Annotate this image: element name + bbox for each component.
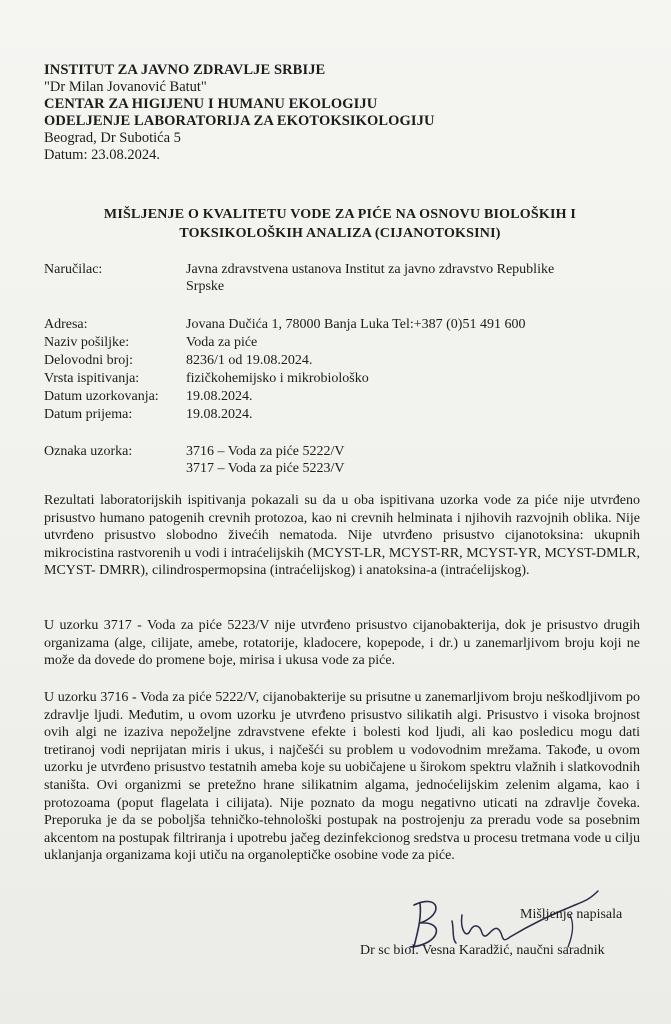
registry-number-value: 8236/1 od 19.08.2024. bbox=[186, 353, 313, 368]
sampling-date-label: Datum uzorkovanja: bbox=[44, 389, 159, 404]
signature-label: Mišljenje napisala bbox=[520, 907, 623, 922]
institute-name: INSTITUT ZA JAVNO ZDRAVLJE SRBIJE bbox=[44, 62, 326, 78]
signatory-name: Dr sc biol. Vesna Karadžić, naučni saradnik bbox=[360, 943, 605, 958]
document-title bbox=[70, 205, 610, 243]
receipt-date-label: Datum prijema: bbox=[44, 407, 133, 422]
paragraph-general-results: Rezultati laboratorijskih ispitivanja pokazali su da u oba ispitivana uzorka vode za piće nije utvrđeno prisustvo humano patogenih crevnih protozoa, kao ni crevnih helminata i njihovih razvojnih oblika. Nije utvrđeno prisustvo slobodno živećih nematoda. Nije utvrđeno prisustvo cijanotoksina: ukupnih mikrocistina rastvorenih u vodi i intraćelijskih (MCYST-LR, MCYST-RR, MCYST-YR, MCYST-DMLR, MCYST- DMRR), cilindrospermopsina (intraćelijskog) i anatoksina-a (intraćelijskog). bbox=[44, 493, 640, 579]
shipment-name-label: Naziv pošiljke: bbox=[44, 335, 130, 350]
document-date: Datum: 23.08.2024. bbox=[44, 147, 160, 163]
sample-id-value-2: 3717 – Voda za piće 5223/V bbox=[186, 461, 345, 476]
institution-header bbox=[44, 62, 435, 164]
receipt-date-value: 19.08.2024. bbox=[186, 407, 253, 422]
department-name: ODELJENJE LABORATORIJA ZA EKOTOKSIKOLOGIJU bbox=[44, 113, 435, 129]
test-type-label: Vrsta ispitivanja: bbox=[44, 371, 140, 386]
shipment-name-value: Voda za piće bbox=[186, 335, 258, 350]
test-type-value: fizičkohemijsko i mikrobiološko bbox=[186, 371, 369, 386]
institute-address: Beograd, Dr Subotića 5 bbox=[44, 130, 181, 146]
paragraph-sample-3717: U uzorku 3717 - Voda za piće 5223/V nije utvrđeno prisustvo cijanobakterija, dok je prisustvo drugih organizama (alge, cilijate, amebe, rotatorije, kladocere, kopepode, i dr.) u zanemarljivom broju koji ne može da dovede do promene boje, mirisa i ukusa vode za piće. bbox=[44, 618, 640, 669]
client-value-line-2: Srpske bbox=[186, 279, 225, 294]
sample-id-value-1: 3716 – Voda za piće 5222/V bbox=[186, 444, 345, 459]
title-line-2: TOKSIKOLOŠKIH ANALIZA (CIJANOTOKSINI) bbox=[179, 226, 501, 241]
paragraph-sample-3716: U uzorku 3716 - Voda za piće 5222/V, cijanobakterije su prisutne u zanemarljivom broju neškodljivom po zdravlje ljudi. Međutim, u ovom uzorku je utvrđeno prisustvo silikatih algi. Prisustvo i visoka brojnost ovih algi ne izaziva nepoželjne zdravstvene efekte i bolesti kod ljudi, ali kao posledicu mogu dati tretiranoj vodi neprijatan miris i ukus, i najčešći su problem u vodovodnim mrežama. Takođe, u ovom uzorku je utvrđeno prisustvo testatnih ameba koje su uobičajene u širokom spektru vlažnih i slatkovodnih staništa. Ovi organizmi se pretežno hrane silikatnim algama, jednoćelijskim zelenim algama, kao i protozoama (poput flagelata i cilijata). Nije poznato da mogu negativno uticati na zdravlje čoveka. Preporuka je da se poboljša tehničko-tehnološki postupak na postrojenju za preradu vode sa posebnim akcentom na postupak filtriranja i upotrebu jačeg dezinfekcionog sredstva u procesu tretmana vode u cilju uklanjanja organizama koji utiču na organoleptičke osobine vode za piće. bbox=[44, 690, 640, 864]
sample-id-label: Oznaka uzorka: bbox=[44, 444, 133, 459]
title-line-1: MIŠLJENJE O KVALITETU VODE ZA PIĆE NA OSNOVU BIOLOŠKIH I bbox=[103, 207, 577, 222]
sampling-date-value: 19.08.2024. bbox=[186, 389, 253, 404]
client-value-line-1: Javna zdravstvena ustanova Institut za javno zdravstvo Republike bbox=[186, 262, 555, 277]
client-label: Naručilac: bbox=[44, 262, 103, 277]
address-label: Adresa: bbox=[44, 317, 88, 332]
address-value: Jovana Dučića 1, 78000 Banja Luka Tel:+387 (0)51 491 600 bbox=[186, 317, 526, 332]
center-name: CENTAR ZA HIGIJENU I HUMANU EKOLOGIJU bbox=[44, 96, 378, 112]
registry-number-label: Delovodni broj: bbox=[44, 353, 134, 368]
institute-subtitle: "Dr Milan Jovanović Batut" bbox=[44, 79, 207, 95]
